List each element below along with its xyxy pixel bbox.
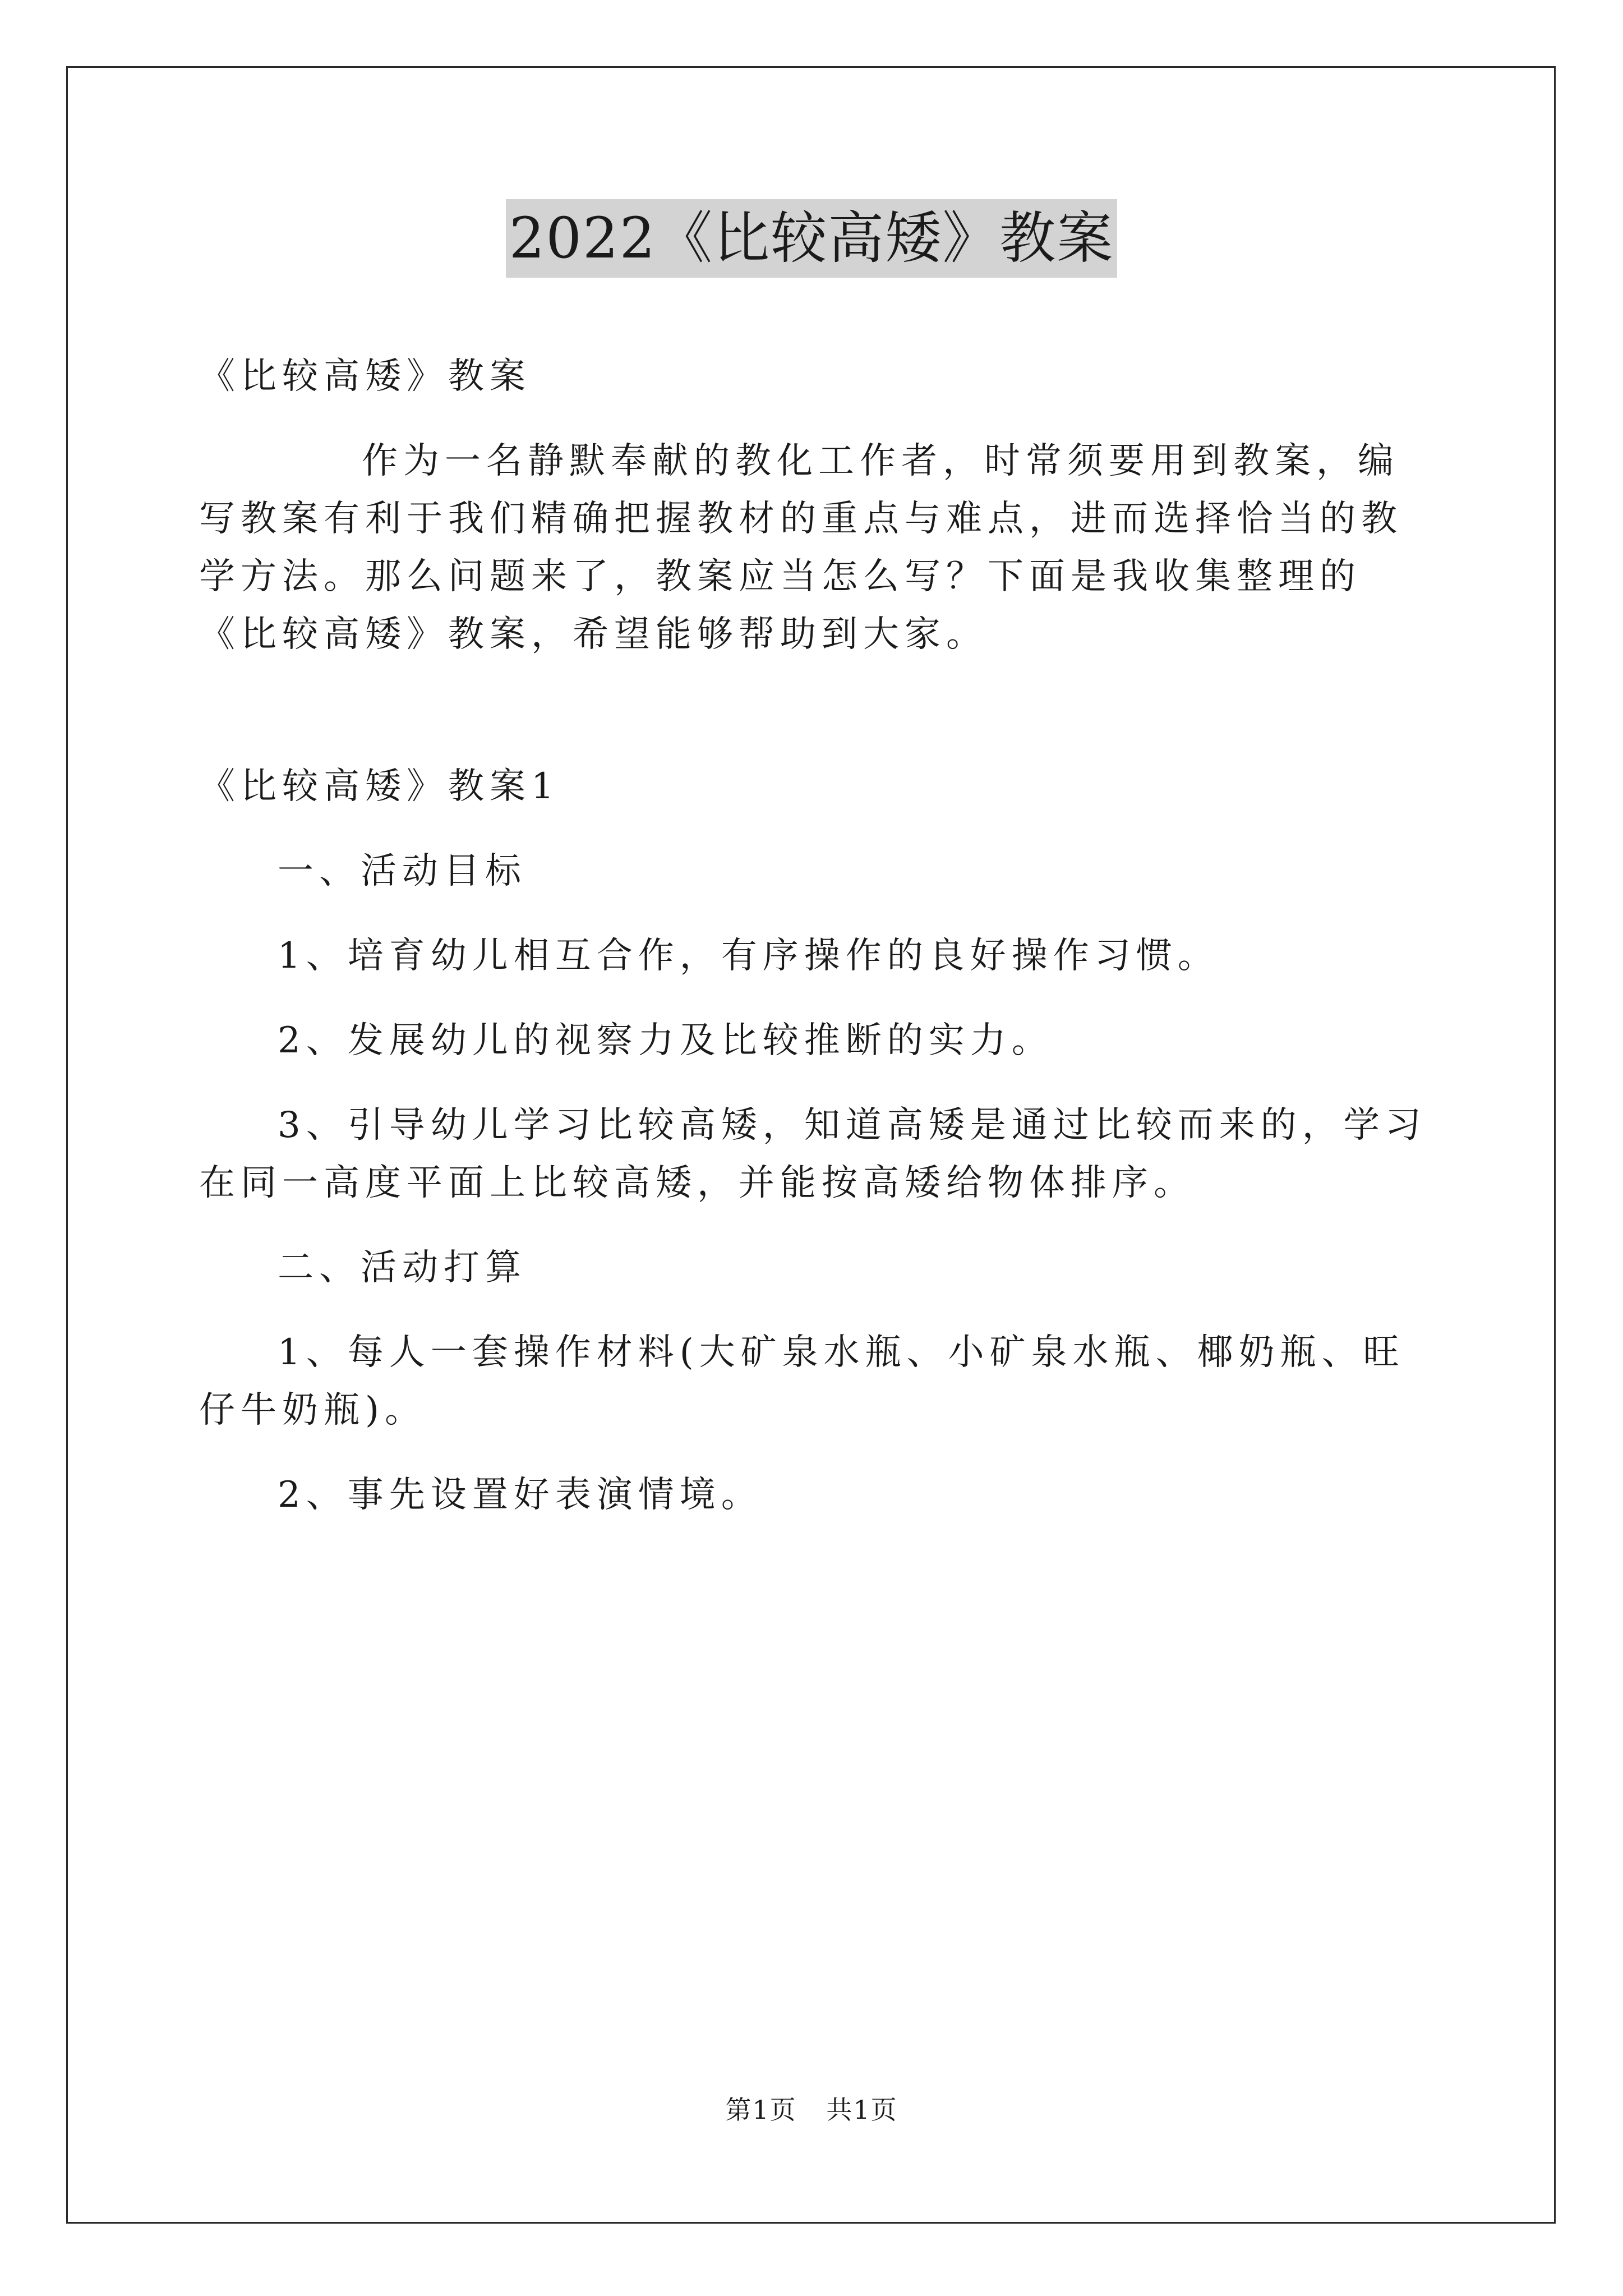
prep-item-1: 1、每人一套操作材料(大矿泉水瓶、小矿泉水瓶、椰奶瓶、旺仔牛奶瓶)。 xyxy=(199,1332,1405,1431)
goal-item-2: 2、发展幼儿的视察力及比较推断的实力。 xyxy=(278,1020,1053,1061)
spacer xyxy=(199,816,1433,843)
prep-item-2: 2、事先设置好表演情境。 xyxy=(278,1474,763,1516)
spacer xyxy=(199,1212,1433,1239)
goal-item-3: 3、引导幼儿学习比较高矮，知道高矮是通过比较而来的，学习在同一高度平面上比较高矮，并能按高矮给物体排序。 xyxy=(199,1105,1427,1204)
intro-paragraph: 作为一名静默奉献的教化工作者，时常须要用到教案，编写教案有利于我们精确把握教材的重点与难点，进而选择恰当的教学方法。那么问题来了，教案应当怎么写？下面是我收集整理的《比较高矮》教案，希望能够帮助到大家。 xyxy=(199,440,1403,655)
spacer xyxy=(199,1439,1433,1466)
prep-heading: 二、活动打算 xyxy=(278,1247,527,1289)
title-container xyxy=(0,199,1623,278)
section-heading: 《比较高矮》教案1 xyxy=(199,766,560,807)
spacer xyxy=(199,985,1433,1012)
document-title: 2022《比较高矮》教案 xyxy=(506,199,1118,278)
page-footer xyxy=(0,2090,1623,2127)
page-number-current: 第1页 xyxy=(725,2095,797,2125)
spacer xyxy=(199,1297,1433,1324)
spacer xyxy=(199,406,1433,432)
goals-heading: 一、活动目标 xyxy=(278,850,527,892)
goal-item-1: 1、培育幼儿相互合作，有序操作的良好操作习惯。 xyxy=(278,935,1219,977)
document-subtitle: 《比较高矮》教案 xyxy=(199,356,531,397)
spacer xyxy=(199,1070,1433,1097)
spacer xyxy=(199,900,1433,927)
page-number-total: 共1页 xyxy=(826,2095,898,2125)
spacer xyxy=(199,731,1433,758)
document-body xyxy=(199,348,1433,1524)
